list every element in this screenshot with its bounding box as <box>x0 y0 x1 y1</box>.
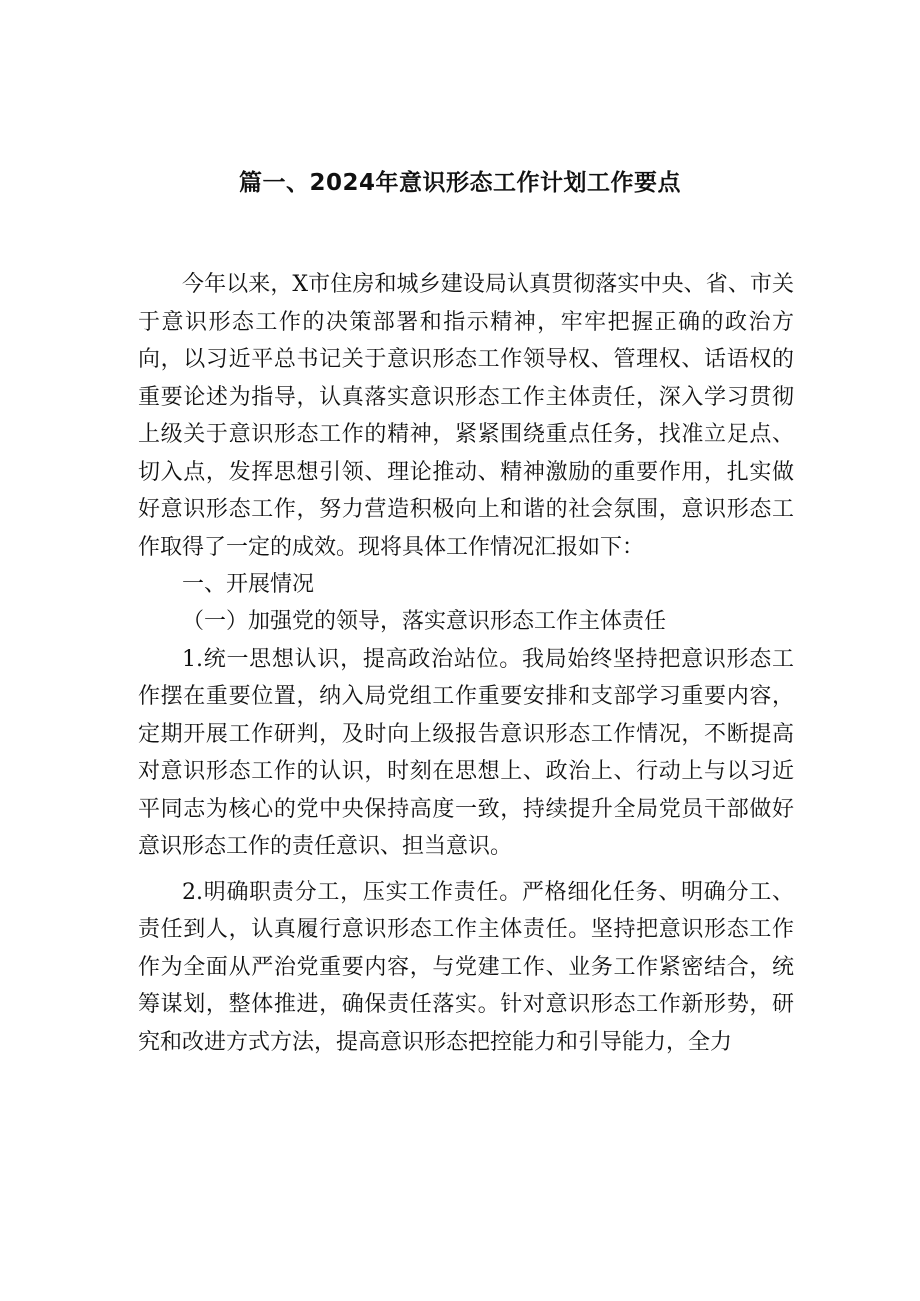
document-body <box>138 266 794 1061</box>
item-paragraph-2: 2.明确职责分工，压实工作责任。严格细化任务、明确分工、责任到人，认真履行意识形态工作主体责任。坚持把意识形态工作作为全面从严治党重要内容，与党建工作、业务工作紧密结合，统筹谋划，整体推进，确保责任落实。针对意识形态工作新形势，研究和改进方式方法，提高意识形态把控能力和引导能力，全力 <box>138 879 794 1055</box>
item-paragraph-1: 1.统一思想认识，提高政治站位。我局始终坚持把意识形态工作摆在重要位置，纳入局党组工作重要安排和支部学习重要内容，定期开展工作研判，及时向上级报告意识形态工作情况，不断提高对意识形态工作的认识，时刻在思想上、政治上、行动上与以习近平同志为核心的党中央保持高度一致，持续提升全局党员干部做好意识形态工作的责任意识、担当意识。 <box>138 646 794 859</box>
section-heading: 一、开展情况 <box>182 572 315 597</box>
document-title: 篇一、2024年意识形态工作计划工作要点 <box>238 170 681 196</box>
subsection-heading: （一）加强党的领导，落实意识形态工作主体责任 <box>182 609 667 634</box>
intro-paragraph: 今年以来，X市住房和城乡建设局认真贯彻落实中央、省、市关于意识形态工作的决策部署和指示精神，牢牢把握正确的政治方向，以习近平总书记关于意识形态工作领导权、管理权、话语权的重要论述为指导，认真落实意识形态工作主体责任，深入学习贯彻上级关于意识形态工作的精神，紧紧围绕重点任务，找准立足点、切入点，发挥思想引领、理论推动、精神激励的重要作用，扎实做好意识形态工作，努力营造积极向上和谐的社会氛围，意识形态工作取得了一定的成效。现将具体工作情况汇报如下： <box>138 272 794 560</box>
